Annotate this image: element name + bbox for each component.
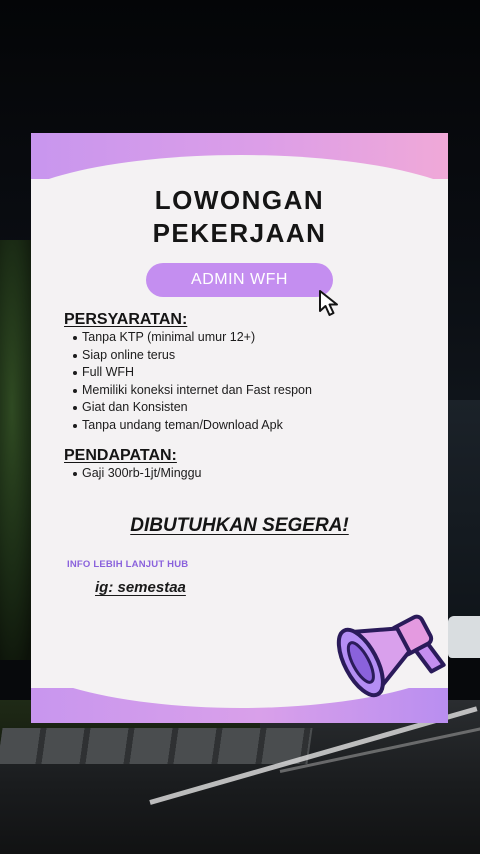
poster-title-line2: PEKERJAAN <box>152 218 327 248</box>
income-heading: PENDAPATAN: <box>64 447 177 464</box>
list-item: Tanpa undang teman/Download Apk <box>73 417 312 435</box>
cursor-arrow-icon <box>317 289 345 317</box>
curb-stones <box>0 728 313 764</box>
parked-van <box>448 616 480 658</box>
urgent-text: DIBUTUHKAN SEGERA! <box>130 515 349 536</box>
income-list <box>73 465 202 483</box>
list-item: Siap online terus <box>73 347 312 365</box>
position-badge: ADMIN WFH <box>146 263 333 297</box>
requirements-list <box>73 329 312 434</box>
poster-title-line1: LOWONGAN <box>154 185 325 215</box>
list-item: Giat dan Konsisten <box>73 399 312 417</box>
list-item: Full WFH <box>73 364 312 382</box>
list-item: Tanpa KTP (minimal umur 12+) <box>73 329 312 347</box>
list-item: Memiliki koneksi internet dan Fast respon <box>73 382 312 400</box>
building-right <box>446 400 480 640</box>
list-item: Gaji 300rb-1jt/Minggu <box>73 465 202 483</box>
job-poster <box>31 133 448 723</box>
instagram-contact: ig: semestaa <box>95 579 186 596</box>
requirements-heading: PERSYARATAN: <box>64 311 188 328</box>
info-label: INFO LEBIH LANJUT HUB <box>67 559 189 570</box>
megaphone-icon <box>321 588 446 718</box>
